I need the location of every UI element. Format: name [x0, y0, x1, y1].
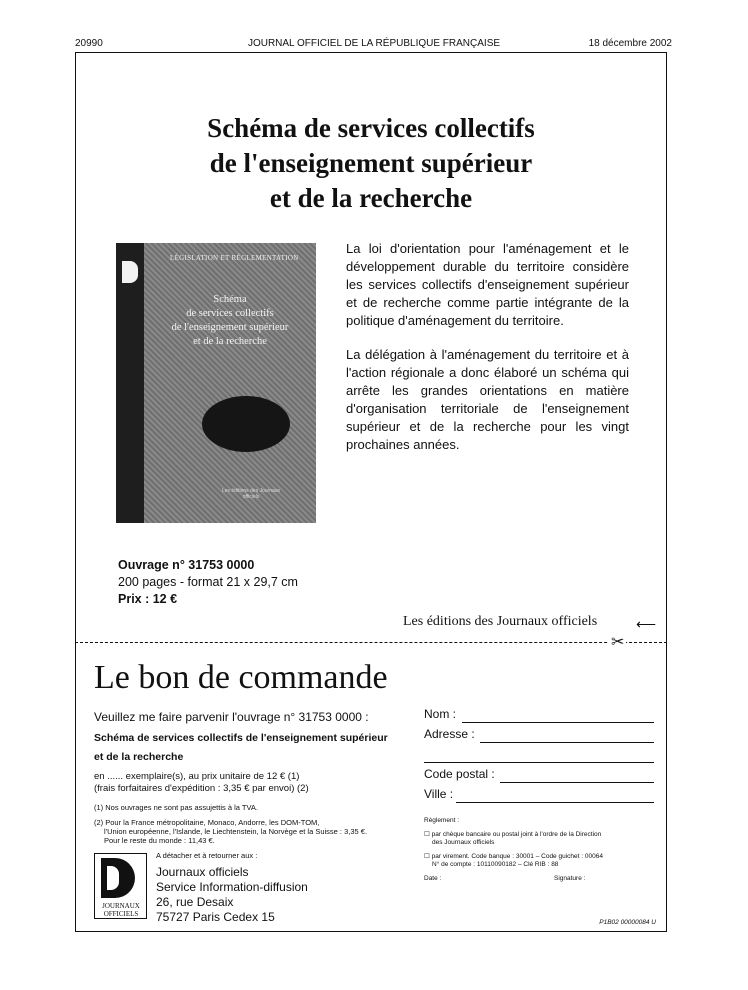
customer-fields	[424, 707, 664, 885]
arrow-left-icon: ⟵	[636, 616, 657, 632]
ville-input-line[interactable]	[456, 802, 654, 803]
scissors-icon: ✂	[611, 634, 625, 651]
code-postal-label: Code postal :	[424, 767, 495, 781]
order-details	[94, 709, 414, 845]
shipping-line: (frais forfaitaires d'expédition : 3,35 € par envoi) (2)	[94, 783, 309, 794]
address-line: Service Information-diffusion	[156, 880, 308, 894]
date-label: Date :	[424, 875, 442, 882]
virement-text-line: N° de compte : 10110090182 – Clé RIB : 88	[432, 861, 559, 868]
ad-title	[76, 111, 666, 216]
quantity-line: en ...... exemplaire(s), au prix unitaire de 12 € (1)	[94, 771, 300, 782]
adresse-label: Adresse :	[424, 727, 475, 741]
ville-label: Ville :	[424, 787, 454, 801]
globe-icon	[202, 396, 290, 452]
page-number: 20990	[75, 38, 103, 49]
cheque-text-line: par chèque bancaire ou postal joint à l'ordre de la Direction	[431, 831, 602, 838]
cover-title-line: de l'enseignement supérieur	[171, 322, 289, 333]
page-date: 18 décembre 2002	[588, 38, 672, 49]
book-description	[346, 240, 629, 470]
book-cover-image	[116, 243, 316, 523]
footnote-2	[94, 818, 414, 845]
description-paragraph: La loi d'orientation pour l'aménagement et le développement durable du territoire considère les services collectifs d'enseignement supérieur et de recherche comme partie intégrante de la politique d'aménagement du territoire.	[346, 241, 629, 328]
nom-field[interactable]	[424, 707, 664, 727]
ad-title-line: Schéma de services collectifs	[207, 113, 535, 143]
order-book-line: et de la recherche	[94, 751, 184, 763]
book-price: Prix : 12 €	[118, 592, 178, 606]
advertisement-frame	[75, 52, 667, 932]
adresse-field[interactable]	[424, 727, 664, 747]
order-book-title	[94, 729, 414, 767]
virement-text-line: par virement. Code banque : 30001 – Code guichet : 00064	[431, 853, 603, 860]
order-book-line: Schéma de services collectifs de l'enseignement supérieur	[94, 732, 388, 744]
date-signature-row	[424, 875, 664, 885]
logo-text-line: OFFICIELS	[103, 910, 139, 918]
footnote-2-line: (2) Pour la France métropolitaine, Monaco, Andorre, les DOM-TOM,	[94, 818, 320, 827]
journaux-officiels-logo-icon	[122, 261, 138, 283]
publisher-name: Les éditions des Journaux officiels	[403, 614, 598, 629]
order-form-title: Le bon de commande	[94, 659, 388, 696]
cover-spine	[116, 243, 144, 523]
ouvrage-number: Ouvrage n° 31753 0000	[118, 558, 255, 572]
payment-cheque-option[interactable]	[424, 831, 664, 847]
cover-publisher: Les éditions des Journaux officiels	[221, 488, 281, 500]
reference-code: P1B02 00000084 U	[599, 919, 656, 926]
logo-text-line: JOURNAUX	[102, 902, 140, 910]
address-line: 75727 Paris Cedex 15	[156, 910, 275, 924]
ville-field[interactable]	[424, 787, 664, 807]
detach-instruction: A détacher et à retourner aux :	[156, 851, 258, 860]
book-format: 200 pages - format 21 x 29,7 cm	[118, 575, 298, 589]
checkbox-icon[interactable]: ☐	[424, 831, 430, 838]
checkbox-icon[interactable]: ☐	[424, 853, 430, 860]
signature-label: Signature :	[554, 875, 586, 882]
journaux-officiels-logo	[94, 853, 147, 919]
order-intro: Veuillez me faire parvenir l'ouvrage n° 31753 0000 :	[94, 710, 369, 724]
footnote-2-line: l'Union européenne, l'Islande, le Liechtenstein, la Norvège et la Suisse : 3,35 €.	[104, 827, 368, 836]
footnote-2-line: Pour le reste du monde : 11,43 €.	[104, 836, 215, 845]
adresse-input-line[interactable]	[480, 742, 654, 743]
ad-title-line: et de la recherche	[269, 183, 473, 213]
logo-d-gap	[107, 866, 119, 890]
adresse-input-line-2[interactable]	[424, 762, 654, 763]
nom-input-line[interactable]	[462, 722, 654, 723]
address-line: Journaux officiels	[156, 865, 249, 879]
cheque-text-line: des Journaux officiels	[432, 839, 495, 846]
code-postal-input-line[interactable]	[500, 782, 654, 783]
cover-series: LÉGISLATION ET RÉGLEMENTATION	[170, 254, 299, 262]
cover-title-line: de services collectifs	[186, 308, 274, 319]
book-info	[118, 557, 298, 608]
cover-title-line: et de la recherche	[193, 336, 267, 347]
reglement-label: Règlement :	[424, 817, 460, 824]
adresse-field-2[interactable]	[424, 747, 664, 767]
cover-title	[150, 293, 310, 349]
cut-line	[75, 642, 667, 643]
description-paragraph: La délégation à l'aménagement du territoire et à l'action régionale a donc élaboré un schéma qui arrête les grandes orientations en matière d'organisation territoriale de l'enseignement supérieur et de la recherche pour les vingt prochaines années.	[346, 347, 629, 452]
code-postal-field[interactable]	[424, 767, 664, 787]
return-address	[156, 865, 308, 925]
address-line: 26, rue Desaix	[156, 895, 234, 909]
footnote-1: (1) Nos ouvrages ne sont pas assujettis à la TVA.	[94, 803, 258, 812]
ad-title-line: de l'enseignement supérieur	[209, 148, 533, 178]
payment-virement-option[interactable]	[424, 853, 664, 869]
cover-title-line: Schéma	[213, 294, 247, 305]
journal-title: JOURNAL OFFICIEL DE LA RÉPUBLIQUE FRANÇAISE	[247, 38, 501, 49]
nom-label: Nom :	[424, 707, 457, 721]
